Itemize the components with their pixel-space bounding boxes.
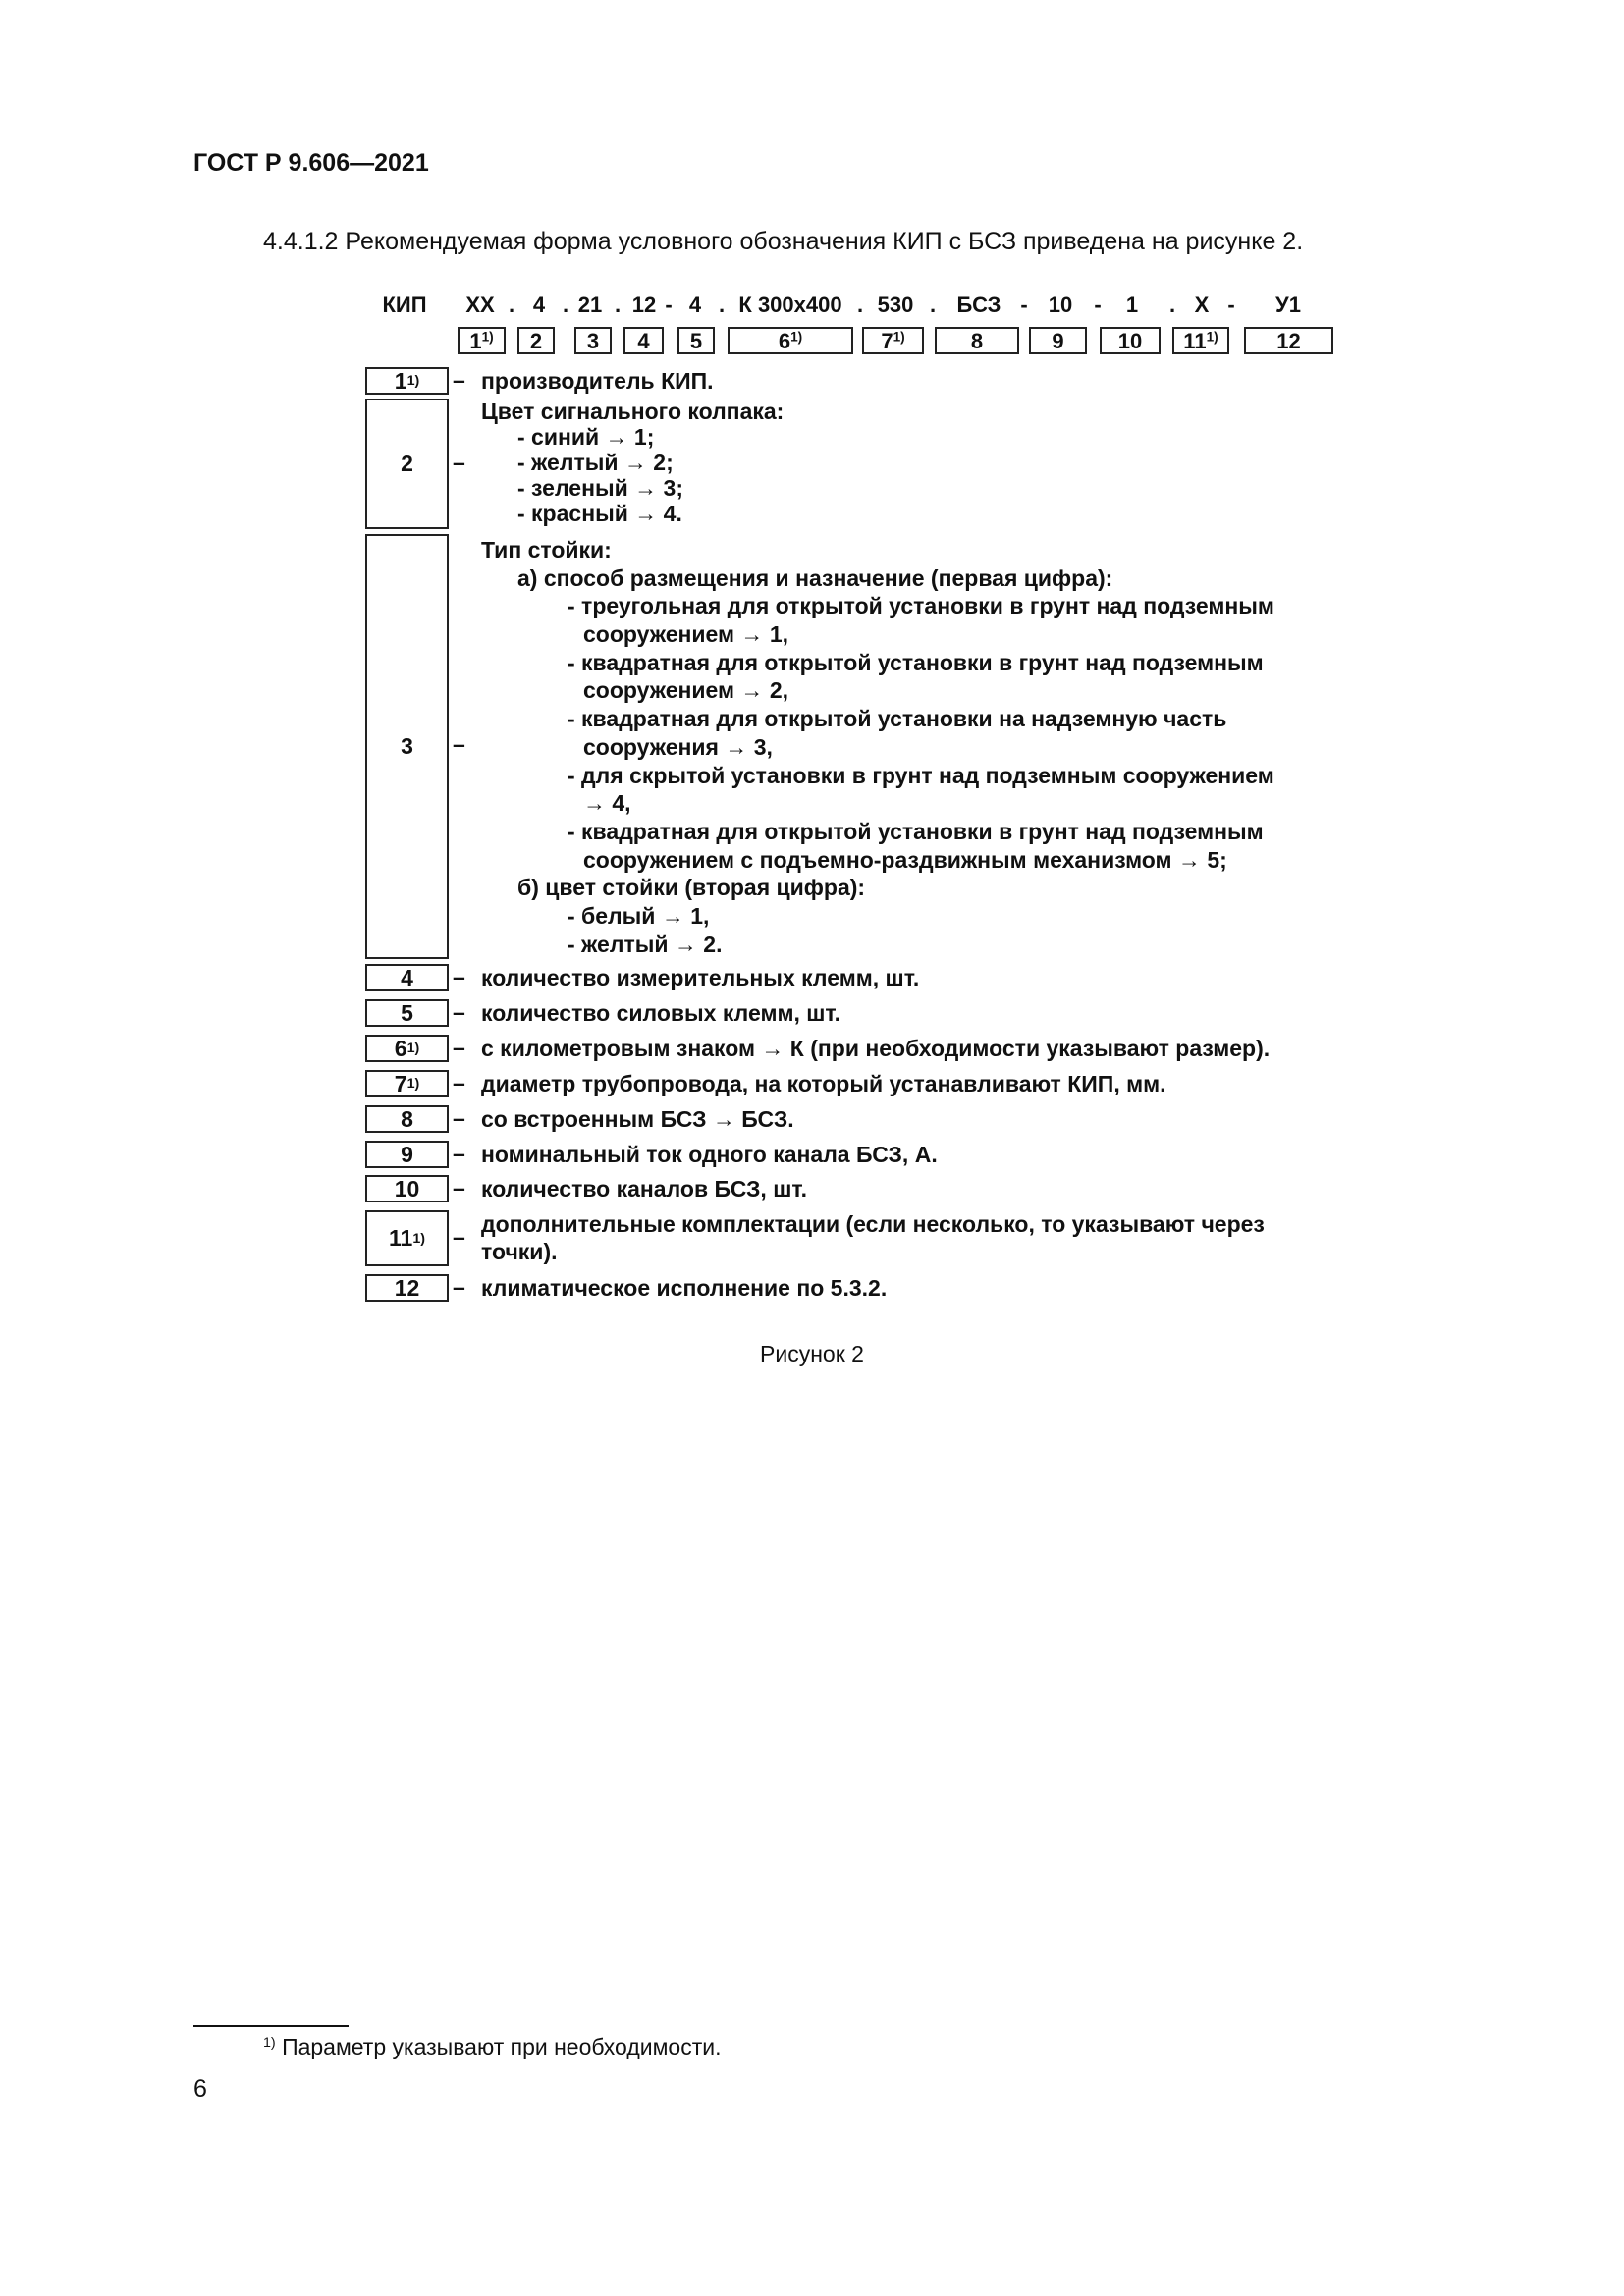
intro-paragraph: 4.4.1.2 Рекомендуемая форма условного обозначения КИП с БСЗ приведена на рисунке 2. [263, 228, 1304, 255]
legend-text: с километровым знаком → К (при необходимости указывают размер). [481, 1036, 1271, 1061]
page-header: ГОСТ Р 9.606—2021 [193, 149, 429, 177]
legend-option: сооружением с подъемно-раздвижным механизмом → 5; [583, 846, 1227, 873]
designation-part: ХХ [465, 293, 495, 317]
legend-dash: – [453, 1141, 465, 1166]
page-number: 6 [193, 2075, 207, 2103]
designation-part: У1 [1275, 293, 1301, 317]
designation-part: 1 [1125, 293, 1139, 317]
legend-option: - желтый → 2. [568, 931, 723, 957]
legend-dash: – [453, 1175, 465, 1201]
legend-number-box: 10 [365, 1175, 449, 1202]
legend-number-box: 4 [365, 964, 449, 991]
footnote-divider [193, 2025, 349, 2027]
legend-dash: – [453, 367, 465, 393]
legend-text: номинальный ток одного канала БСЗ, А. [481, 1142, 938, 1167]
legend-option: - синий → 1; [517, 424, 655, 450]
legend-dash: – [453, 1035, 465, 1060]
designation-part: 4 [532, 293, 546, 317]
legend-title: Цвет сигнального колпака: [481, 399, 785, 424]
number-box: 5 [677, 327, 715, 354]
number-box: 1$^{1)}$ [458, 327, 506, 354]
legend-text: количество измерительных клемм, шт. [481, 965, 920, 990]
legend-option: сооружением → 2, [583, 677, 788, 704]
legend-option: - квадратная для открытой установки на надземную часть [568, 706, 1227, 732]
legend-option: - зеленый → 3; [517, 475, 683, 501]
designation-number-row [0, 327, 1624, 358]
designation-part: - [1094, 293, 1102, 317]
legend-option: - квадратная для открытой установки в грунт над подземным [568, 818, 1264, 844]
designation-part: - [1227, 293, 1235, 317]
designation-part: . [929, 293, 937, 317]
designation-part: . [508, 293, 515, 317]
designation-part: . [562, 293, 569, 317]
legend-text: производитель КИП. [481, 368, 714, 394]
legend-text: со встроенным БСЗ → БСЗ. [481, 1106, 794, 1132]
legend-number-box: 8 [365, 1105, 449, 1133]
legend-subtitle: б) цвет стойки (вторая цифра): [517, 875, 866, 901]
designation-part: - [1020, 293, 1028, 317]
legend-text-line: дополнительные комплектации (если несколько, то указывают через [481, 1211, 1265, 1237]
designation-part: Х [1194, 293, 1210, 317]
legend-subtitle: а) способ размещения и назначение (первая цифра): [517, 564, 1113, 591]
designation-part: 530 [877, 293, 914, 317]
designation-part: 4 [688, 293, 702, 317]
designation-part: . [614, 293, 622, 317]
legend-dash: – [453, 999, 465, 1025]
figure-caption: Рисунок 2 [760, 1341, 864, 1366]
designation-line [0, 293, 1624, 322]
legend-number-box: 9 [365, 1141, 449, 1168]
legend-text-block [481, 536, 1274, 958]
legend-number-box: 11 1) [365, 1210, 449, 1266]
legend-number-box: 7 1) [365, 1070, 449, 1097]
designation-part: . [856, 293, 864, 317]
designation-part: БСЗ [956, 293, 1001, 317]
number-box: 12 [1244, 327, 1333, 354]
designation-part: К 300х400 [738, 293, 842, 317]
legend-text-block [481, 399, 784, 526]
legend-dash: – [453, 1224, 465, 1250]
number-box: 2 [517, 327, 555, 354]
legend-title: Тип стойки: [481, 537, 612, 562]
designation-part: КИП [382, 293, 427, 317]
legend-number-box: 12 [365, 1274, 449, 1302]
legend-option: сооружения → 3, [583, 733, 773, 760]
legend-dash: – [453, 1105, 465, 1131]
designation-part: 10 [1048, 293, 1073, 317]
legend-dash: – [453, 1274, 465, 1300]
legend-option: - красный → 4. [517, 501, 682, 526]
number-box: 7$^{1)}$ [862, 327, 924, 354]
legend-text-block [481, 1210, 1265, 1265]
legend-option: - желтый → 2; [517, 450, 674, 475]
legend-option: - для скрытой установки в грунт над подземным сооружением [568, 762, 1274, 788]
footnote [263, 2034, 721, 2060]
legend-text-line: точки). [481, 1239, 558, 1264]
legend-text: количество каналов БСЗ, шт. [481, 1176, 808, 1201]
legend-dash: – [453, 450, 465, 475]
legend-number-box: 6 1) [365, 1035, 449, 1062]
legend-option: - квадратная для открытой установки в грунт над подземным [568, 649, 1264, 675]
legend-option: → 4, [583, 790, 631, 817]
legend-dash: – [453, 964, 465, 989]
designation-part: 12 [631, 293, 657, 317]
number-box: 6$^{1)}$ [728, 327, 853, 354]
legend-text: диаметр трубопровода, на который устанавливают КИП, мм. [481, 1071, 1166, 1096]
legend-option: - белый → 1, [568, 902, 710, 929]
legend-text: климатическое исполнение по 5.3.2. [481, 1275, 888, 1301]
legend-dash: – [453, 731, 465, 757]
footnote-mark: 1) [263, 2035, 276, 2052]
designation-part: 21 [577, 293, 603, 317]
number-box: 3 [574, 327, 612, 354]
designation-part: - [665, 293, 673, 317]
number-box: 10 [1100, 327, 1161, 354]
legend-number-box: 3 [365, 534, 449, 959]
legend-option: сооружением → 1, [583, 621, 788, 648]
number-box: 4 [623, 327, 664, 354]
number-box: 11$^{1)}$ [1172, 327, 1229, 354]
designation-part: . [1168, 293, 1176, 317]
designation-part: . [718, 293, 726, 317]
legend-dash: – [453, 1070, 465, 1095]
legend-number-box: 1 1) [365, 367, 449, 395]
legend-text: количество силовых клемм, шт. [481, 1000, 841, 1026]
number-box: 8 [935, 327, 1019, 354]
footnote-text: Параметр указывают при необходимости. [282, 2034, 722, 2059]
legend-option: - треугольная для открытой установки в грунт над подземным [568, 593, 1274, 619]
legend-number-box: 5 [365, 999, 449, 1027]
legend-number-box: 2 [365, 399, 449, 529]
number-box: 9 [1029, 327, 1087, 354]
